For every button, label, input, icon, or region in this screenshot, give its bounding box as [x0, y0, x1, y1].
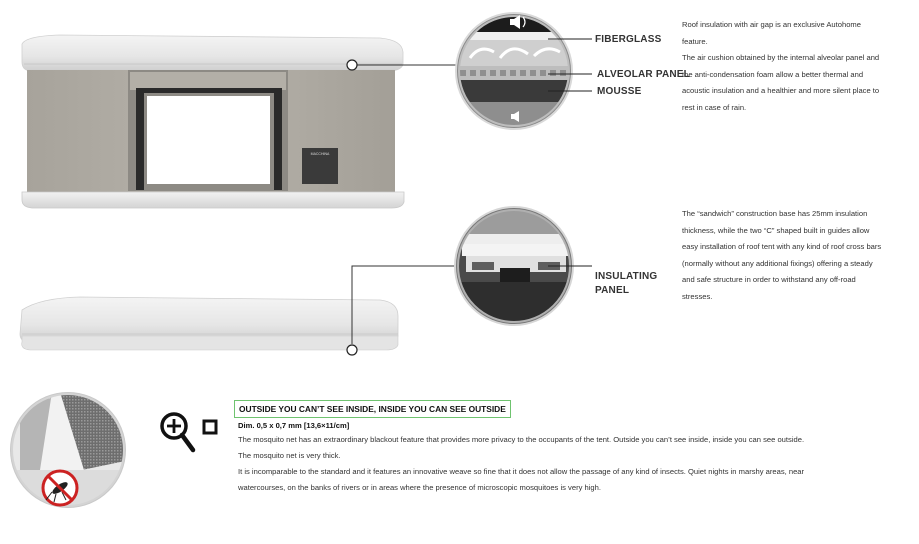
callout-alveolar-panel: ALVEOLAR PANEL	[597, 69, 690, 80]
no-mosquito-icon	[43, 471, 77, 505]
text-line: easy installation of roof tent with any kind of roof cross bars	[682, 242, 882, 251]
mosquito-net-dimensions: Dim. 0,5 x 0,7 mm [13,6×11/cm]	[238, 421, 350, 430]
text-line: It is incomparable to the standard and it features an innovative weave so fine that it does not allow the passage of any kind of insects. Quiet nights in marshy areas, near	[238, 467, 805, 476]
text-line: The air cushion obtained by the internal alveolar panel and	[682, 53, 880, 62]
mosquito-net-title: OUTSIDE YOU CAN’T SEE INSIDE, INSIDE YOU CAN SEE OUTSIDE	[234, 400, 511, 418]
base-construction-description	[682, 206, 914, 305]
roof-insulation-description	[682, 17, 914, 116]
text-line: the anti-condensation foam allow a better thermal and	[682, 69, 864, 79]
magnifier-plus-icon	[162, 414, 193, 450]
callout-mousse: MOUSSE	[597, 86, 642, 97]
callout-insulating: INSULATING	[595, 271, 658, 282]
text-line: The mosquito net has an extraordinary blackout feature that provides more privacy to the occupants of the tent. Outside you can’t see inside, inside you can see outside.	[238, 435, 805, 444]
text-line: The mosquito net is very thick.	[238, 451, 341, 460]
text-line: watercourses, on the banks of rivers or in areas where the presence of microscopic mosquitoes is very high.	[238, 483, 601, 492]
mosquito-net-description	[238, 432, 908, 496]
text-line: Roof insulation with air gap is an exclusive Autohome	[682, 20, 861, 29]
tent-badge: MACCHINA	[310, 152, 330, 156]
text-line: (normally without any additional fixings) offering a steady	[682, 258, 873, 268]
text-line: The “sandwich” construction base has 25mm insulation	[682, 209, 868, 218]
square-outline-icon	[204, 421, 216, 433]
text-line: rest in case of rain.	[682, 102, 747, 112]
text-line: and safe structure in order to withstand any off-road	[682, 275, 856, 284]
callout-panel: PANEL	[595, 285, 630, 296]
text-line: stresses.	[682, 291, 713, 301]
text-line: acoustic insulation and a healthier and more silent place to	[682, 86, 880, 95]
text-line: feature.	[682, 36, 708, 46]
callout-fiberglass: FIBERGLASS	[595, 34, 662, 45]
text-line: thickness, while the two “C” shaped built in guides allow	[682, 225, 870, 235]
